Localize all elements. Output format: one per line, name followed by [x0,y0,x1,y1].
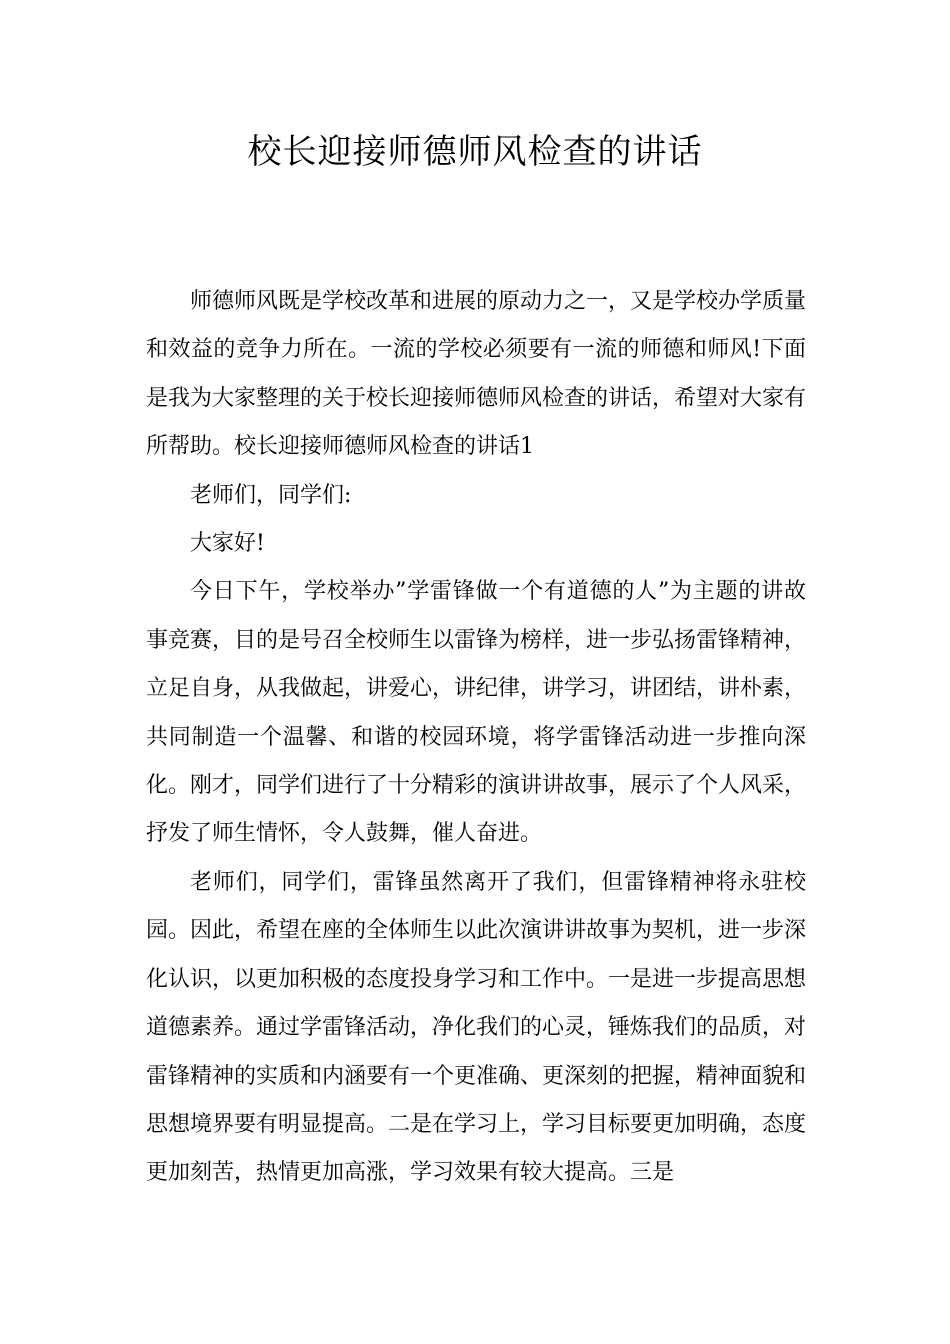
document-title: 校长迎接师德师风检查的讲话 [247,132,703,172]
paragraph-greeting-audience: 老师们，同学们: [190,482,352,508]
paragraph-competition: 今日下午，学校举办”学雷锋做一个有道德的人”为主题的讲故事竞赛，目的是号召全校师生以雷锋为榜样，进一步弘扬雷锋精神，立足自身，从我做起，讲爱心，讲纪律，讲学习，讲团结，讲朴素，共同制造一个温馨、和谐的校园环境，将学雷锋活动进一步推向深化。刚才，同学们进行了十分精彩的演讲讲故事，展示了个人风采，抒发了师生情怀，令人鼓舞，催人奋进。 [146,579,807,847]
paragraph-intro: 师德师风既是学校改革和进展的原动力之一，又是学校办学质量和效益的竞争力所在。一流的学校必须要有一流的师德和师风!下面是我为大家整理的关于校长迎接师德师风检查的讲话，希望对大家有所帮助。校长迎接师德师风检查的讲话1 [146,289,807,460]
paragraph-lei-feng-spirit: 老师们，同学们，雷锋虽然离开了我们，但雷锋精神将永驻校园。因此，希望在座的全体师生以此次演讲讲故事为契机，进一步深化认识，以更加积极的态度投身学习和工作中。一是进一步提高思想道德素养。通过学雷锋活动，净化我们的心灵，锤炼我们的品质，对雷锋精神的实质和内涵要有一个更准确、更深刻的把握，精神面貌和思想境界要有明显提高。二是在学习上，学习目标要更加明确，态度更加刻苦，热情更加高涨，学习效果有较大提高。三是 [146,869,807,1186]
document-body [146,278,806,1198]
paragraph-greeting-hello: 大家好! [190,531,265,557]
